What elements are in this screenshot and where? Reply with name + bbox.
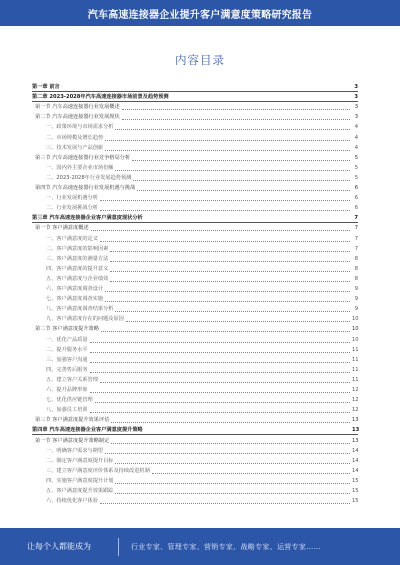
- report-header: [0, 0, 400, 26]
- toc-entry-label: 三、建立客户满意度评价体系及持续改进机制: [46, 467, 150, 474]
- toc-entry-page: 15: [352, 498, 359, 505]
- toc-leader-dots: [152, 469, 350, 474]
- toc-entry-label: 六、客户满意度调查设计: [46, 286, 104, 292]
- toc-entry[interactable]: [32, 83, 358, 92]
- toc-entry[interactable]: [32, 477, 358, 486]
- toc-entry-page: 10: [352, 326, 359, 333]
- toc-entry-page: 13: [352, 426, 360, 433]
- toc-entry[interactable]: [32, 214, 358, 223]
- toc-entry-label: 三、客户满意度的测量方法: [46, 255, 109, 262]
- toc-entry-page: 4: [354, 134, 358, 141]
- footer-tags: 行业专家、管理专家、营销专家、战略专家、运营专家……: [131, 542, 321, 551]
- toc-entry-page: 12: [352, 407, 359, 414]
- toc-entry[interactable]: [32, 386, 358, 395]
- toc-entry-label: 三、加强客户沟通: [46, 356, 88, 363]
- toc-leader-dots: [91, 226, 350, 231]
- toc-entry-page: 3: [354, 83, 358, 90]
- toc-entry-label: 二、行业发展挑战分析: [46, 205, 98, 212]
- toc-entry-page: 14: [352, 457, 359, 464]
- toc-entry-page: 11: [352, 346, 359, 353]
- toc-entry[interactable]: [32, 376, 358, 385]
- toc-leader-dots: [90, 338, 350, 343]
- toc-entry[interactable]: [32, 194, 358, 203]
- toc-entry[interactable]: [32, 396, 358, 405]
- toc-entry-label: 五、客户满意度提升效果跟踪: [46, 488, 114, 494]
- toc-leader-dots: [126, 317, 350, 322]
- toc-entry-page: 10: [352, 336, 359, 343]
- toc-leader-dots: [145, 428, 350, 433]
- toc-leader-dots: [90, 408, 350, 413]
- toc-entry-label: 第一节 客户满意度概述: [35, 225, 89, 232]
- toc-entry-page: 7: [354, 225, 358, 232]
- toc-entry-page: 9: [354, 286, 358, 292]
- toc-leader-dots: [100, 237, 350, 242]
- toc-leader-dots: [101, 327, 350, 332]
- toc-entry-label: 第一章 前言: [32, 83, 60, 90]
- toc-entry-label: 一、明确客户需求与期望: [46, 447, 104, 454]
- toc-entry-page: 3: [354, 93, 358, 100]
- toc-heading: 内容目录: [175, 53, 225, 67]
- toc-entry-page: 7: [354, 245, 358, 252]
- toc-entry-label: 二、2023-2028年行业发展趋势预测: [46, 174, 132, 181]
- toc-entry-page: 13: [352, 417, 359, 424]
- toc-entry-label: 一、行业发展机遇分析: [46, 195, 98, 202]
- toc-entry-page: 11: [352, 356, 359, 363]
- toc-entry[interactable]: [32, 356, 358, 365]
- toc-leader-dots: [115, 307, 350, 312]
- toc-entry-label: 第三节 汽车高速连接器行业竞争格局分析: [35, 154, 131, 161]
- toc-leader-dots: [110, 257, 350, 262]
- toc-entry[interactable]: [32, 164, 358, 173]
- toc-entry-label: 第二节 汽车高速连接器行业发展现状: [35, 114, 120, 121]
- toc-entry-page: 14: [352, 447, 359, 454]
- toc-entry-label: 第二节 客户满意度提升策略: [35, 326, 99, 333]
- toc-entry[interactable]: [32, 144, 358, 153]
- toc-entry[interactable]: [32, 497, 358, 506]
- toc-entry-label: 一、优化产品质量: [46, 336, 88, 343]
- toc-entry[interactable]: [32, 325, 358, 334]
- toc-entry-label: 二、市场规模及增长趋势: [46, 134, 104, 141]
- toc-leader-dots: [115, 479, 350, 484]
- toc-entry[interactable]: [32, 255, 358, 264]
- toc-leader-dots: [115, 459, 350, 464]
- toc-entry-label: 第三章 汽车高速连接器企业客户满意度现状分析: [32, 214, 143, 221]
- toc-entry-label: 第一节 汽车高速连接器行业发展概述: [35, 104, 120, 111]
- toc-entry[interactable]: [32, 154, 358, 163]
- toc-leader-dots: [90, 358, 350, 363]
- toc-leader-dots: [171, 95, 350, 100]
- footer-slogan: 让每个人都能成为: [27, 542, 91, 551]
- toc-entry-page: 15: [352, 477, 359, 484]
- toc-entry[interactable]: [32, 235, 358, 244]
- toc-entry[interactable]: [32, 346, 358, 355]
- toc-entry-label: 四、实施客户满意度提升计划: [46, 477, 114, 484]
- toc-entry[interactable]: [32, 285, 358, 294]
- toc-entry[interactable]: [32, 336, 358, 345]
- toc-leader-dots: [115, 125, 350, 130]
- toc-entry-label: 六、持续优化客户体验: [46, 498, 98, 505]
- toc-leader-dots: [132, 156, 350, 161]
- toc-leader-dots: [90, 388, 350, 393]
- toc-entry-label: 第四章 汽车高速连接器企业客户满意度提升策略: [32, 426, 143, 433]
- toc-entry-page: 3: [354, 104, 358, 111]
- toc-entry-label: 八、客户满意度调查结果分析: [46, 306, 114, 313]
- toc-entry-page: 5: [354, 164, 358, 171]
- toc-entry[interactable]: [32, 437, 358, 446]
- toc-leader-dots: [133, 176, 350, 181]
- toc-entry-page: 3: [354, 114, 358, 121]
- toc-leader-dots: [100, 499, 350, 504]
- toc-leader-dots: [111, 418, 350, 423]
- toc-leader-dots: [100, 378, 350, 383]
- toc-leader-dots: [105, 449, 350, 454]
- toc-entry-page: 12: [352, 397, 359, 404]
- toc-entry-page: 4: [354, 144, 358, 151]
- toc-entry-label: 一、政策环境与市场需求分析: [46, 124, 114, 131]
- toc-entry-label: 二、客户满意度的影响因素: [46, 245, 109, 252]
- toc-entry[interactable]: [32, 416, 358, 425]
- toc-entry-label: 二、提升服务水平: [46, 346, 88, 353]
- toc-entry-label: 七、客户满意度调查实施: [46, 296, 104, 303]
- toc-entry[interactable]: [32, 366, 358, 375]
- toc-entry[interactable]: [32, 265, 358, 274]
- toc-leader-dots: [100, 196, 350, 201]
- toc-entry-label: 一、国内外主要企业市场份额: [46, 164, 114, 171]
- toc-leader-dots: [122, 105, 350, 110]
- toc-entry[interactable]: [32, 295, 358, 304]
- toc-entry-page: 6: [354, 195, 358, 202]
- toc-leader-dots: [95, 398, 350, 403]
- toc-entry-label: 七、优化供应链管理: [46, 397, 93, 404]
- toc-entry-page: 11: [352, 376, 359, 383]
- toc-entry[interactable]: [32, 426, 358, 435]
- toc-entry-page: 6: [354, 185, 358, 191]
- toc-entry[interactable]: [32, 467, 358, 476]
- toc-entry-page: 4: [354, 124, 358, 131]
- toc-entry[interactable]: [32, 457, 358, 466]
- toc-leader-dots: [115, 489, 350, 494]
- toc-entry-label: 六、提升品牌形象: [46, 387, 88, 393]
- toc-entry-label: 四、完善售后服务: [46, 366, 88, 373]
- toc-entry-page: 10: [352, 316, 359, 323]
- toc-entry-label: 第二章 2023-2028年汽车高速连接器市场前景及趋势预测: [32, 93, 169, 100]
- toc-entry-label: 第三节 客户满意度提升效果评估: [35, 417, 110, 424]
- toc-entry-page: 8: [354, 275, 358, 282]
- toc-entry[interactable]: [32, 103, 358, 112]
- toc-leader-dots: [90, 368, 350, 373]
- toc-entry[interactable]: [32, 113, 358, 122]
- toc-entry-label: 一、客户满意度的定义: [46, 235, 98, 242]
- toc-entry-label: 三、技术发展与产品创新: [46, 144, 104, 151]
- toc-entry[interactable]: [32, 275, 358, 284]
- toc-entry-page: 15: [352, 488, 359, 494]
- toc-entry[interactable]: [32, 184, 358, 193]
- toc-entry[interactable]: [32, 245, 358, 254]
- toc-leader-dots: [137, 186, 350, 191]
- toc-entry-label: 第四节 汽车高速连接器行业发展机遇与挑战: [35, 185, 136, 191]
- toc-entry-label: 五、客户满意度与企业绩效: [46, 275, 109, 282]
- toc-entry-page: 8: [354, 255, 358, 262]
- toc-entry-label: 八、加强员工培训: [46, 407, 88, 414]
- toc-leader-dots: [105, 136, 350, 141]
- toc-entry-page: 12: [352, 387, 359, 393]
- toc-entry-page: 5: [354, 154, 358, 161]
- toc-entry-page: 7: [354, 214, 358, 221]
- toc-entry-label: 九、客户满意度存在的问题及原因: [46, 316, 124, 323]
- toc-leader-dots: [115, 166, 350, 171]
- table-of-contents: [32, 83, 358, 520]
- report-footer: [0, 528, 400, 565]
- toc-entry-page: 9: [354, 296, 358, 303]
- toc-entry-page: 8: [354, 265, 358, 272]
- report-title: 汽车高速连接器企业提升客户满意度策略研究报告: [87, 9, 313, 21]
- toc-leader-dots: [111, 439, 350, 444]
- toc-leader-dots: [110, 277, 350, 282]
- toc-entry[interactable]: [32, 204, 358, 213]
- toc-entry-label: 第一节 客户满意度提升策略制定: [35, 437, 110, 444]
- toc-leader-dots: [105, 297, 350, 302]
- toc-entry-page: 6: [354, 205, 358, 212]
- toc-entry-page: 7: [354, 235, 358, 242]
- toc-entry[interactable]: [32, 487, 358, 496]
- toc-entry-label: 四、客户满意度的提升意义: [46, 265, 109, 272]
- toc-entry-page: 9: [354, 306, 358, 313]
- toc-entry-page: 11: [352, 366, 359, 373]
- toc-entry-label: 五、建立客户关系管理: [46, 376, 98, 383]
- toc-entry[interactable]: [32, 174, 358, 183]
- toc-entry[interactable]: [32, 447, 358, 456]
- toc-leader-dots: [105, 146, 350, 151]
- toc-entry[interactable]: [32, 93, 358, 102]
- toc-leader-dots: [110, 247, 350, 252]
- toc-leader-dots: [122, 115, 350, 120]
- toc-entry-page: 13: [352, 437, 359, 444]
- toc-leader-dots: [90, 348, 350, 353]
- toc-leader-dots: [100, 206, 350, 211]
- toc-entry[interactable]: [32, 224, 358, 233]
- toc-entry-page: 5: [354, 174, 358, 181]
- toc-leader-dots: [105, 287, 350, 292]
- toc-entry-label: 二、制定客户满意度提升目标: [46, 457, 114, 464]
- toc-leader-dots: [110, 267, 350, 272]
- toc-entry[interactable]: [32, 315, 358, 324]
- toc-leader-dots: [145, 216, 350, 221]
- toc-entry[interactable]: [32, 123, 358, 132]
- toc-entry-page: 14: [352, 467, 359, 474]
- toc-leader-dots: [62, 85, 350, 90]
- toc-entry[interactable]: [32, 305, 358, 314]
- toc-entry[interactable]: [32, 406, 358, 415]
- toc-entry[interactable]: [32, 134, 358, 143]
